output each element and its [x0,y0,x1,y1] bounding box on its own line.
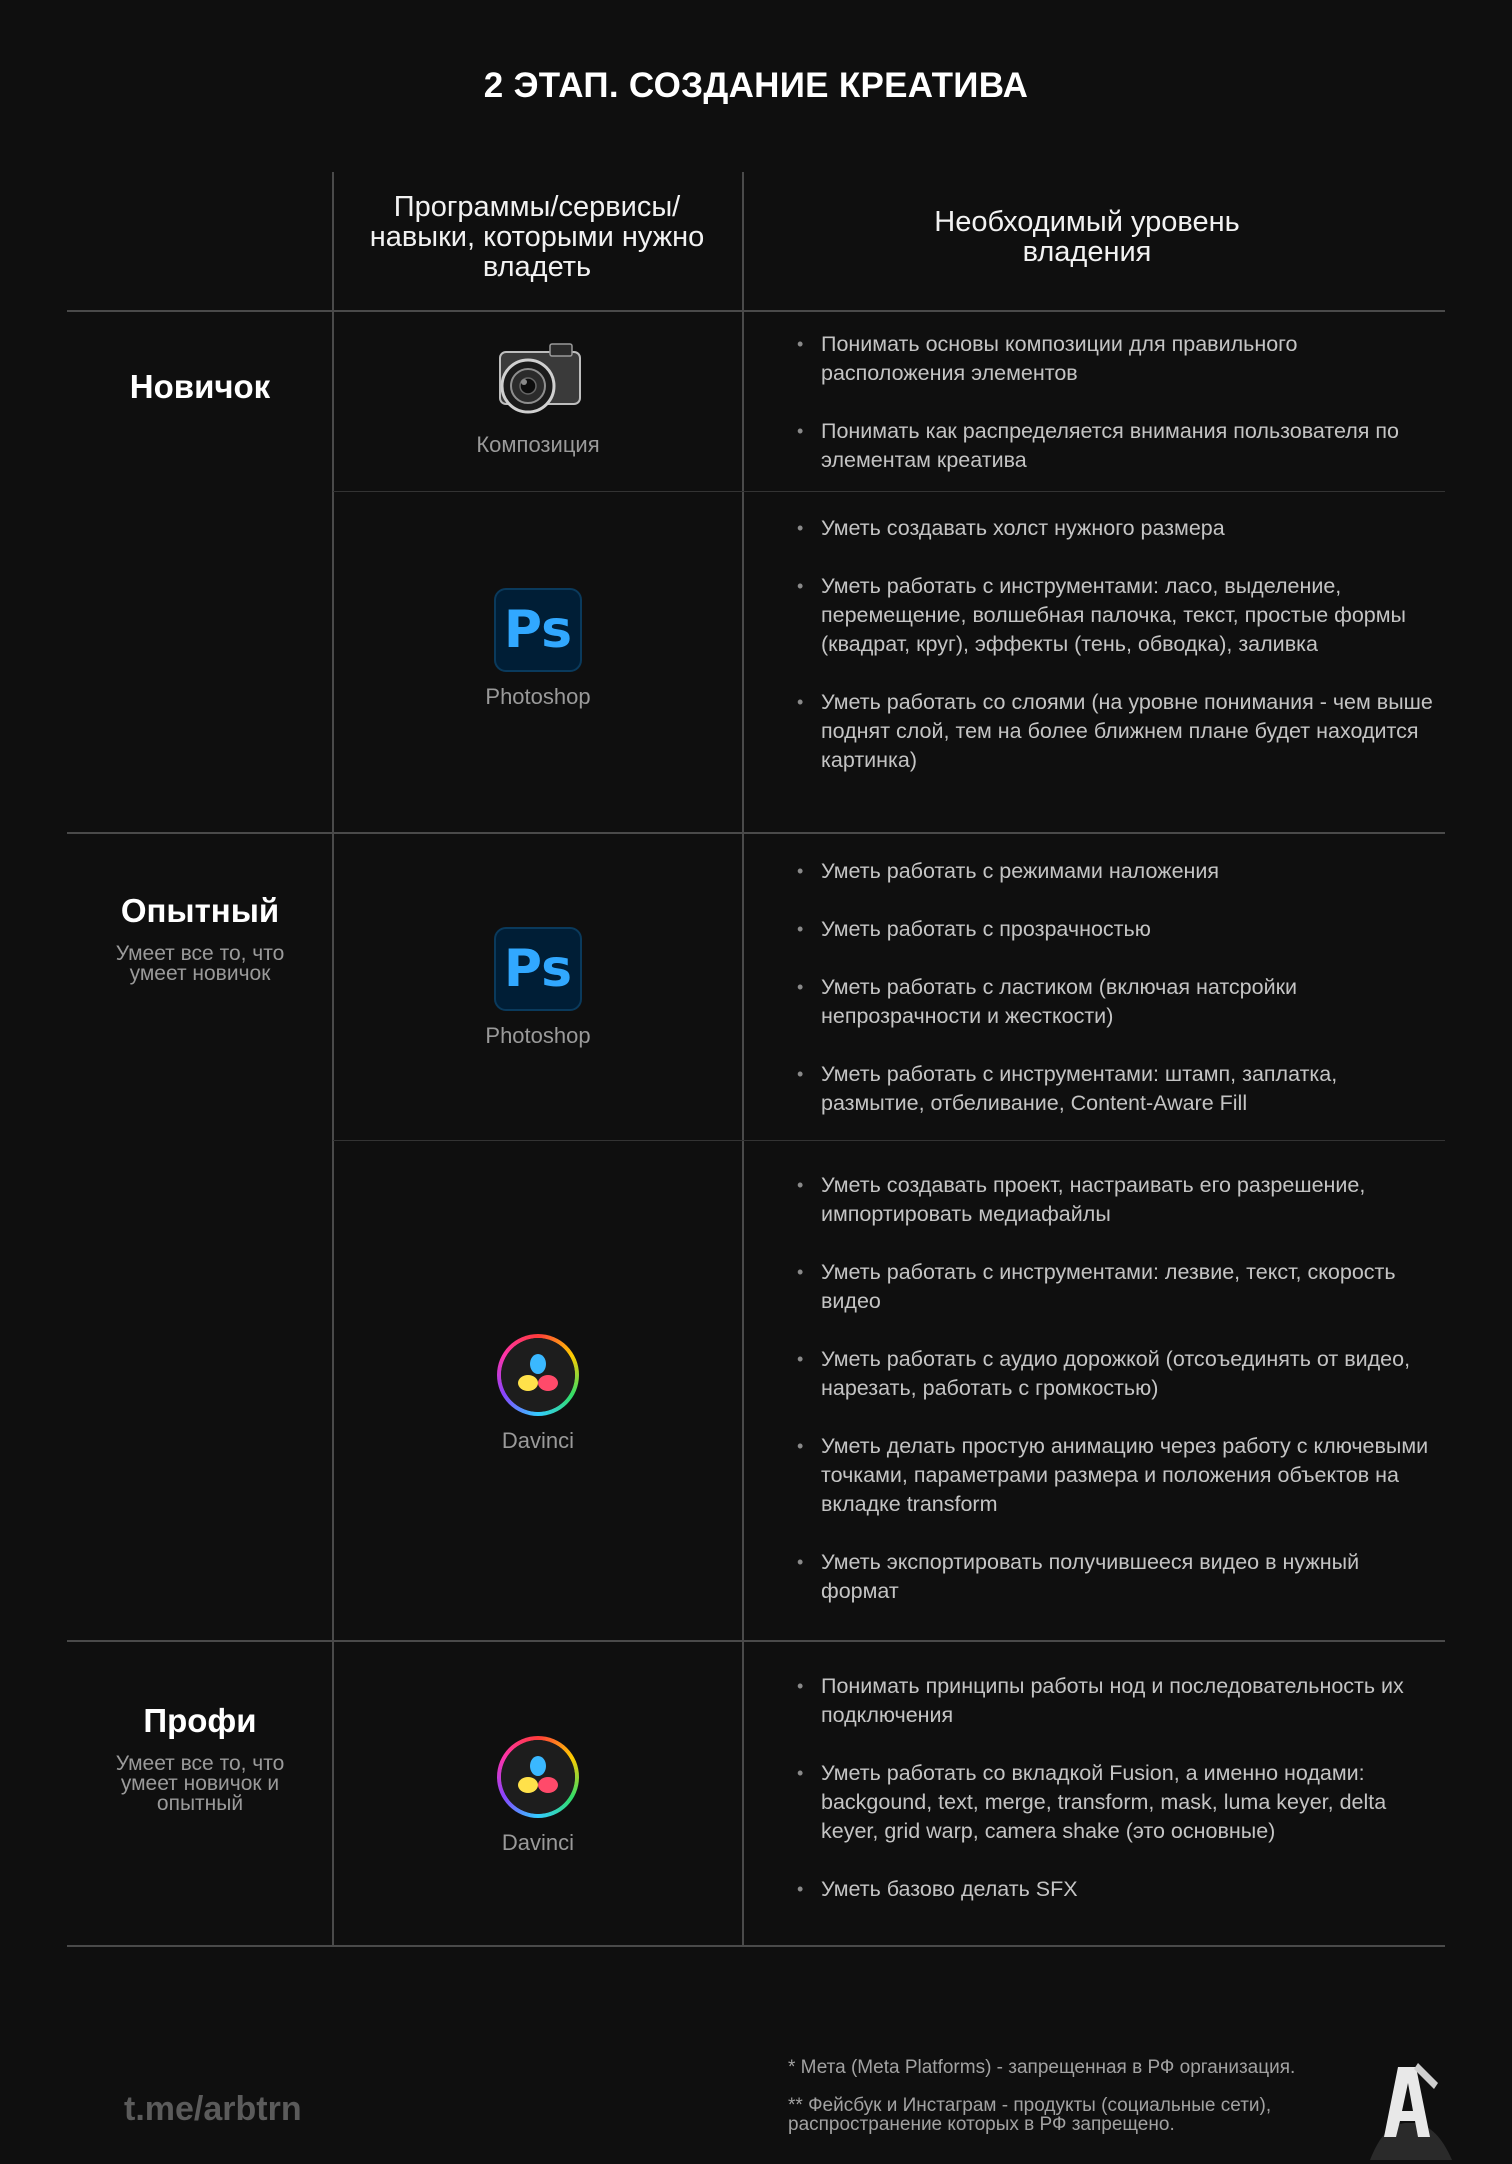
photoshop-icon: Ps [494,588,582,672]
divider-level [67,1640,1445,1642]
tool-photoshop [333,588,743,710]
list-item: • Уметь работать с режимами наложения [797,857,1437,886]
list-item: • Понимать основы композиции для правильного расположения элементов [797,330,1437,388]
bullet-list [797,330,1437,504]
list-item: • Уметь работать со вкладкой Fusion, а именно нодами: backgound, text, merge, transform, mask, luma keyer, delta keyer, grid warp, camera shake (это основные) [797,1759,1437,1846]
list-item: • Уметь создавать проект, настраивать его разрешение, импортировать медиафайлы [797,1171,1437,1229]
list-item: • Уметь работать с прозрачностью [797,915,1437,944]
tool-label: Photoshop [485,1023,591,1048]
header-tools: Программы/сервисы/ навыки, которыми нужно владеть [369,191,705,283]
bullet-list [797,1171,1437,1635]
skills-table [67,172,1445,1947]
level-name: Новичок [129,368,271,405]
davinci-icon [497,1736,579,1818]
tool-davinci [333,1736,743,1856]
list-item: • Уметь работать с инструментами: лезвие, текст, скорость видео [797,1258,1437,1316]
list-item: • Уметь работать с ластиком (включая натсройки непрозрачности и жесткости) [797,973,1437,1031]
level-subtitle: Умеет все то, что умеет новичок [115,942,285,985]
telegram-link[interactable]: t.me/arbtrn [124,2090,302,2128]
list-item: • Уметь работать с инструментами: ласо, выделение, перемещение, волшебная палочка, текст, простые формы (квадрат, круг), эффекты (тень, обводка), заливка [797,572,1437,659]
photoshop-icon: Ps [494,927,582,1011]
tool-davinci [333,1334,743,1454]
level-experienced [67,892,333,984]
divider-header [67,310,1445,312]
tool-label: Композиция [476,432,600,457]
divider-level [67,832,1445,834]
level-pro [67,1702,333,1814]
tool-label: Davinci [501,1428,575,1453]
level-subtitle: Умеет все то, что умеет новичок и опытный [115,1752,285,1815]
list-item: • Уметь базово делать SFX [797,1875,1437,1904]
bullet-list [797,857,1437,1147]
list-item: • Понимать как распределяется внимания пользователя по элементам креатива [797,417,1437,475]
footnote-social: ** Фейсбук и Инстаграм - продукты (социальные сети), распространение которых в РФ запрещено. [788,2095,1272,2135]
list-item: • Уметь работать со слоями (на уровне понимания - чем выше поднят слой, тем на более ближнем плане будет находится картинка) [797,688,1437,775]
tool-label: Photoshop [485,684,591,709]
level-novice [67,368,333,406]
bullet-list [797,1672,1437,1933]
camera-icon [488,334,588,420]
davinci-icon [497,1334,579,1416]
level-name: Опытный [120,892,280,929]
bullet-list [797,514,1437,804]
tool-composition [333,334,743,458]
level-name: Профи [143,1702,257,1739]
divider-bottom [67,1945,1445,1947]
tool-photoshop [333,927,743,1049]
header-level: Необходимый уровень владения [934,206,1240,268]
list-item: • Понимать принципы работы нод и последовательность их подключения [797,1672,1437,1730]
list-item: • Уметь экспортировать получившееся видео в нужный формат [797,1548,1437,1606]
list-item: • Уметь работать с инструментами: штамп, заплатка, размытие, отбеливание, Content-Aware Fill [797,1060,1437,1118]
footnote-meta: * Мета (Meta Platforms) - запрещенная в РФ организация. [788,2057,1296,2078]
list-item: • Уметь создавать холст нужного размера [797,514,1437,543]
list-item: • Уметь работать с аудио дорожкой (отсоъединять от видео, нарезать, работать с громкостью) [797,1345,1437,1403]
list-item: • Уметь делать простую анимацию через работу с ключевыми точками, параметрами размера и положения объектов на вкладке transform [797,1432,1437,1519]
page-title: 2 ЭТАП. СОЗДАНИЕ КРЕАТИВА [483,66,1029,105]
brand-logo-icon [1360,2055,1460,2160]
tool-label: Davinci [501,1830,575,1855]
